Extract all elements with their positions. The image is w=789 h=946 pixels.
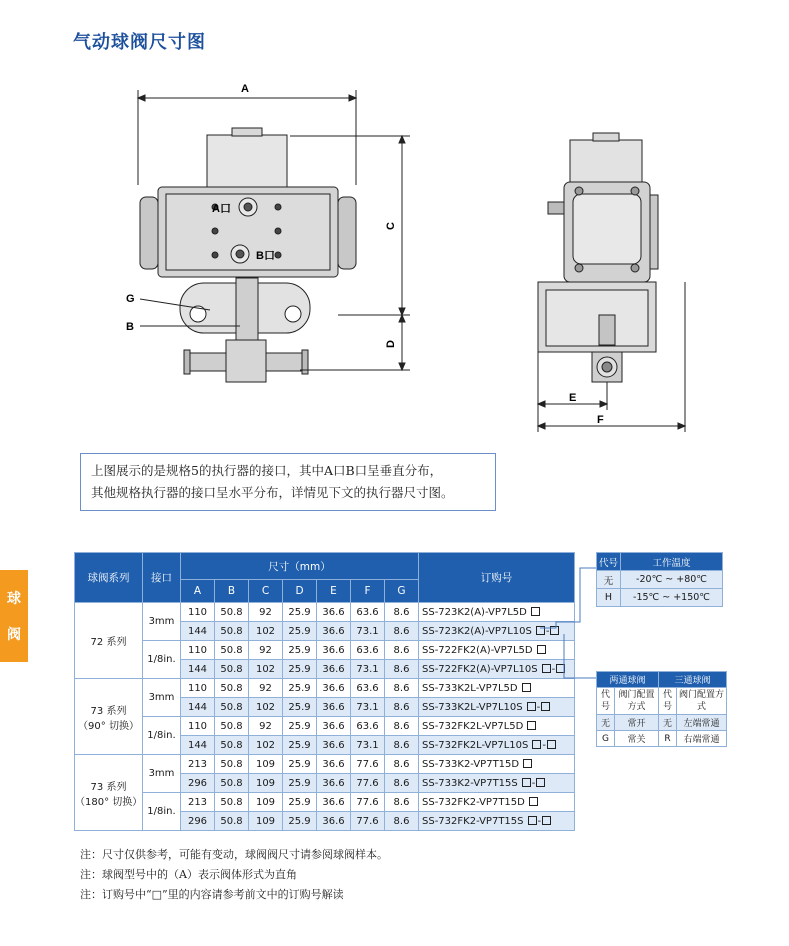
dim-col-header: C <box>249 580 283 603</box>
order-number-cell <box>419 774 575 793</box>
order-number: SS-722FK2(A)-VP7L10S <box>422 663 538 675</box>
dim-value-cell: 50.8 <box>215 717 249 736</box>
temp-code-cell: H <box>597 589 621 607</box>
dim-value-cell: 296 <box>181 812 215 831</box>
dim-value-cell: 92 <box>249 717 283 736</box>
valve-sub-code: 代号 <box>597 688 615 715</box>
order-number-cell <box>419 755 575 774</box>
option-box-icon <box>522 683 531 692</box>
order-number-cell <box>419 812 575 831</box>
dim-value-cell: 109 <box>249 755 283 774</box>
dim-value-cell: 25.9 <box>283 793 317 812</box>
port-label-b: B口 <box>256 250 275 262</box>
dim-value-cell: 63.6 <box>351 603 385 622</box>
dim-value-cell: 8.6 <box>385 774 419 793</box>
dim-label-b: B <box>126 321 134 333</box>
dim-value-cell: 25.9 <box>283 641 317 660</box>
order-dash: - <box>537 815 542 827</box>
dim-value-cell: 50.8 <box>215 812 249 831</box>
dim-value-cell: 36.6 <box>317 698 351 717</box>
dim-value-cell: 36.6 <box>317 622 351 641</box>
dim-label-a: A <box>241 83 249 95</box>
valve-cell: 右端常通 <box>677 731 727 747</box>
dim-value-cell: 36.6 <box>317 641 351 660</box>
order-number: SS-732FK2-VP7T15S <box>422 815 524 827</box>
dim-value-cell: 36.6 <box>317 660 351 679</box>
dim-value-cell: 144 <box>181 622 215 641</box>
page-title: 气动球阀尺寸图 <box>73 32 206 53</box>
dim-value-cell: 25.9 <box>283 755 317 774</box>
dim-value-cell: 8.6 <box>385 717 419 736</box>
dim-value-cell: 213 <box>181 793 215 812</box>
dim-value-cell: 102 <box>249 622 283 641</box>
valve-sub-config: 阀门配置方式 <box>677 688 727 715</box>
side-tab-char-2: 阀 <box>7 627 21 643</box>
valve-cell: 常关 <box>615 731 659 747</box>
order-dash: - <box>551 663 556 675</box>
dim-value-cell: 50.8 <box>215 622 249 641</box>
dim-value-cell: 25.9 <box>283 603 317 622</box>
order-number-cell <box>419 717 575 736</box>
order-number: SS-723K2(A)-VP7L10S <box>422 625 532 637</box>
dimension-drawings <box>100 70 700 440</box>
dim-value-cell: 102 <box>249 660 283 679</box>
dim-value-cell: 109 <box>249 774 283 793</box>
dim-value-cell: 50.8 <box>215 774 249 793</box>
dim-value-cell: 110 <box>181 679 215 698</box>
dim-value-cell: 36.6 <box>317 774 351 793</box>
dim-value-cell: 77.6 <box>351 774 385 793</box>
order-number: SS-732FK2-VP7T15D <box>422 796 525 808</box>
dim-value-cell: 144 <box>181 698 215 717</box>
dim-col-header: D <box>283 580 317 603</box>
dim-value-cell: 92 <box>249 641 283 660</box>
dim-value-cell: 50.8 <box>215 755 249 774</box>
port-cell: 1/8in. <box>143 793 181 831</box>
order-number: SS-733K2-VP7T15S <box>422 777 518 789</box>
port-cell: 1/8in. <box>143 717 181 755</box>
dim-value-cell: 63.6 <box>351 717 385 736</box>
valve-cell: 无 <box>597 715 615 731</box>
dim-value-cell: 8.6 <box>385 698 419 717</box>
dim-value-cell: 50.8 <box>215 660 249 679</box>
dim-value-cell: 8.6 <box>385 755 419 774</box>
footnote-2: 注：球阀型号中的（A）表示阀体形式为直角 <box>80 868 297 881</box>
dim-value-cell: 25.9 <box>283 774 317 793</box>
port-cell: 1/8in. <box>143 641 181 679</box>
dim-value-cell: 8.6 <box>385 622 419 641</box>
option-box-icon <box>527 721 536 730</box>
option-box-icon <box>522 778 531 787</box>
dim-col-header: G <box>385 580 419 603</box>
temp-header-code: 代号 <box>597 553 621 571</box>
option-box-icon <box>529 797 538 806</box>
order-dash: - <box>536 701 541 713</box>
order-number-cell <box>419 679 575 698</box>
order-number: SS-732FK2L-VP7L5D <box>422 720 524 732</box>
option-box-icon <box>532 740 541 749</box>
option-box-icon <box>547 740 556 749</box>
note-line-2: 其他规格执行器的接口呈水平分布，详情见下文的执行器尺寸图。 <box>91 485 454 500</box>
dim-value-cell: 77.6 <box>351 812 385 831</box>
valve-header-three-way: 三通球阀 <box>659 672 727 688</box>
port-cell: 3mm <box>143 755 181 793</box>
order-number-cell <box>419 736 575 755</box>
dim-value-cell: 8.6 <box>385 812 419 831</box>
dim-value-cell: 8.6 <box>385 793 419 812</box>
dim-label-g: G <box>126 293 135 305</box>
port-label-a: A口 <box>212 203 231 215</box>
valve-cell: 无 <box>659 715 677 731</box>
option-box-icon <box>542 816 551 825</box>
table-row <box>75 603 575 622</box>
side-tab <box>0 570 28 662</box>
dim-value-cell: 102 <box>249 736 283 755</box>
dim-value-cell: 36.6 <box>317 717 351 736</box>
series-label: 73 系列 <box>90 781 127 793</box>
dim-value-cell: 50.8 <box>215 793 249 812</box>
order-number: SS-723K2(A)-VP7L5D <box>422 606 527 618</box>
dim-value-cell: 144 <box>181 660 215 679</box>
order-number: SS-722FK2(A)-VP7L5D <box>422 644 533 656</box>
header-series: 球阀系列 <box>75 553 143 603</box>
dim-value-cell: 25.9 <box>283 736 317 755</box>
valve-sub-config: 阀门配置方式 <box>615 688 659 715</box>
option-box-icon <box>527 702 536 711</box>
dim-value-cell: 36.6 <box>317 736 351 755</box>
dim-value-cell: 73.1 <box>351 736 385 755</box>
dim-value-cell: 92 <box>249 603 283 622</box>
order-dash: - <box>542 739 546 751</box>
side-tab-char-1: 球 <box>7 591 21 607</box>
option-box-icon <box>531 607 540 616</box>
header-port: 接口 <box>143 553 181 603</box>
dim-value-cell: 8.6 <box>385 679 419 698</box>
valve-header-two-way: 两通球阀 <box>597 672 659 688</box>
dim-value-cell: 110 <box>181 603 215 622</box>
dim-value-cell: 50.8 <box>215 679 249 698</box>
order-number-cell <box>419 793 575 812</box>
dim-value-cell: 296 <box>181 774 215 793</box>
order-number: SS-733K2L-VP7L10S <box>422 701 523 713</box>
dim-label-d: D <box>385 340 397 348</box>
front-view-drawing <box>138 90 410 382</box>
dim-value-cell: 8.6 <box>385 660 419 679</box>
temp-value-cell: -20℃ ~ +80℃ <box>621 571 723 589</box>
valve-config-table <box>596 671 727 747</box>
dim-col-header: B <box>215 580 249 603</box>
series-label: 73 系列 <box>90 705 127 717</box>
option-box-icon <box>528 816 537 825</box>
order-dash: - <box>531 777 536 789</box>
dim-value-cell: 8.6 <box>385 603 419 622</box>
order-number: SS-733K2-VP7T15D <box>422 758 520 770</box>
table-row <box>75 679 575 698</box>
footnote-1: 注：尺寸仅供参考，可能有变动，球阀阀尺寸请参阅球阀样本。 <box>80 848 388 861</box>
order-number: SS-733K2L-VP7L5D <box>422 682 518 694</box>
dim-value-cell: 109 <box>249 812 283 831</box>
dim-value-cell: 50.8 <box>215 698 249 717</box>
order-number: SS-732FK2L-VP7L10S <box>422 739 529 751</box>
temp-code-cell: 无 <box>597 571 621 589</box>
temp-header-temp: 工作温度 <box>621 553 723 571</box>
table-row <box>75 755 575 774</box>
dim-value-cell: 8.6 <box>385 736 419 755</box>
dim-value-cell: 36.6 <box>317 793 351 812</box>
table-row <box>75 641 575 660</box>
header-order: 订购号 <box>419 553 575 603</box>
dim-col-header: E <box>317 580 351 603</box>
series-label: 72 系列 <box>90 637 127 648</box>
side-view-drawing <box>538 133 685 432</box>
dim-value-cell: 102 <box>249 698 283 717</box>
valve-cell: R <box>659 731 677 747</box>
dim-value-cell: 77.6 <box>351 793 385 812</box>
dim-col-header: F <box>351 580 385 603</box>
table-row <box>75 793 575 812</box>
callout-lines <box>540 560 600 680</box>
dim-value-cell: 36.6 <box>317 812 351 831</box>
temperature-table <box>596 552 723 607</box>
header-dims: 尺寸（mm） <box>181 553 419 580</box>
dim-value-cell: 50.8 <box>215 641 249 660</box>
note-line-1: 上图展示的是规格5的执行器的接口，其中A口B口呈垂直分布， <box>91 463 443 478</box>
dim-value-cell: 50.8 <box>215 736 249 755</box>
series-cell <box>75 755 143 831</box>
dim-label-e: E <box>569 392 577 404</box>
order-dash: - <box>545 625 550 637</box>
dimension-table-body <box>75 603 575 831</box>
option-box-icon <box>541 702 550 711</box>
dim-label-c: C <box>385 222 397 230</box>
dim-col-header: A <box>181 580 215 603</box>
dim-value-cell: 144 <box>181 736 215 755</box>
valve-cell: 常开 <box>615 715 659 731</box>
dim-value-cell: 25.9 <box>283 622 317 641</box>
dim-value-cell: 109 <box>249 793 283 812</box>
order-number-cell <box>419 698 575 717</box>
dim-value-cell: 73.1 <box>351 622 385 641</box>
dim-value-cell: 110 <box>181 717 215 736</box>
series-cell <box>75 679 143 755</box>
dim-value-cell: 110 <box>181 641 215 660</box>
dim-value-cell: 92 <box>249 679 283 698</box>
table-row <box>75 717 575 736</box>
valve-cell: G <box>597 731 615 747</box>
dim-value-cell: 25.9 <box>283 812 317 831</box>
dim-label-f: F <box>597 414 604 426</box>
valve-cell: 左端常通 <box>677 715 727 731</box>
series-label: （90° 切换） <box>78 720 139 732</box>
dim-value-cell: 25.9 <box>283 660 317 679</box>
port-cell: 3mm <box>143 603 181 641</box>
dim-value-cell: 63.6 <box>351 679 385 698</box>
dim-value-cell: 25.9 <box>283 717 317 736</box>
footnotes <box>80 845 388 905</box>
dim-value-cell: 73.1 <box>351 698 385 717</box>
dim-value-cell: 25.9 <box>283 679 317 698</box>
option-box-icon <box>523 759 532 768</box>
footnote-3: 注：订购号中“□”里的内容请参考前文中的订购号解读 <box>80 888 344 901</box>
note-box <box>80 453 496 511</box>
dim-value-cell: 73.1 <box>351 660 385 679</box>
dim-value-cell: 36.6 <box>317 603 351 622</box>
dimension-table <box>74 552 575 831</box>
dim-value-cell: 50.8 <box>215 603 249 622</box>
dim-value-cell: 63.6 <box>351 641 385 660</box>
dim-value-cell: 8.6 <box>385 641 419 660</box>
valve-sub-code: 代号 <box>659 688 677 715</box>
dim-value-cell: 213 <box>181 755 215 774</box>
dim-value-cell: 25.9 <box>283 698 317 717</box>
series-cell <box>75 603 143 679</box>
temp-value-cell: -15℃ ~ +150℃ <box>621 589 723 607</box>
dim-value-cell: 77.6 <box>351 755 385 774</box>
series-label: （180° 切换） <box>75 796 143 808</box>
option-box-icon <box>536 778 545 787</box>
port-cell: 3mm <box>143 679 181 717</box>
dim-value-cell: 36.6 <box>317 755 351 774</box>
dim-value-cell: 36.6 <box>317 679 351 698</box>
